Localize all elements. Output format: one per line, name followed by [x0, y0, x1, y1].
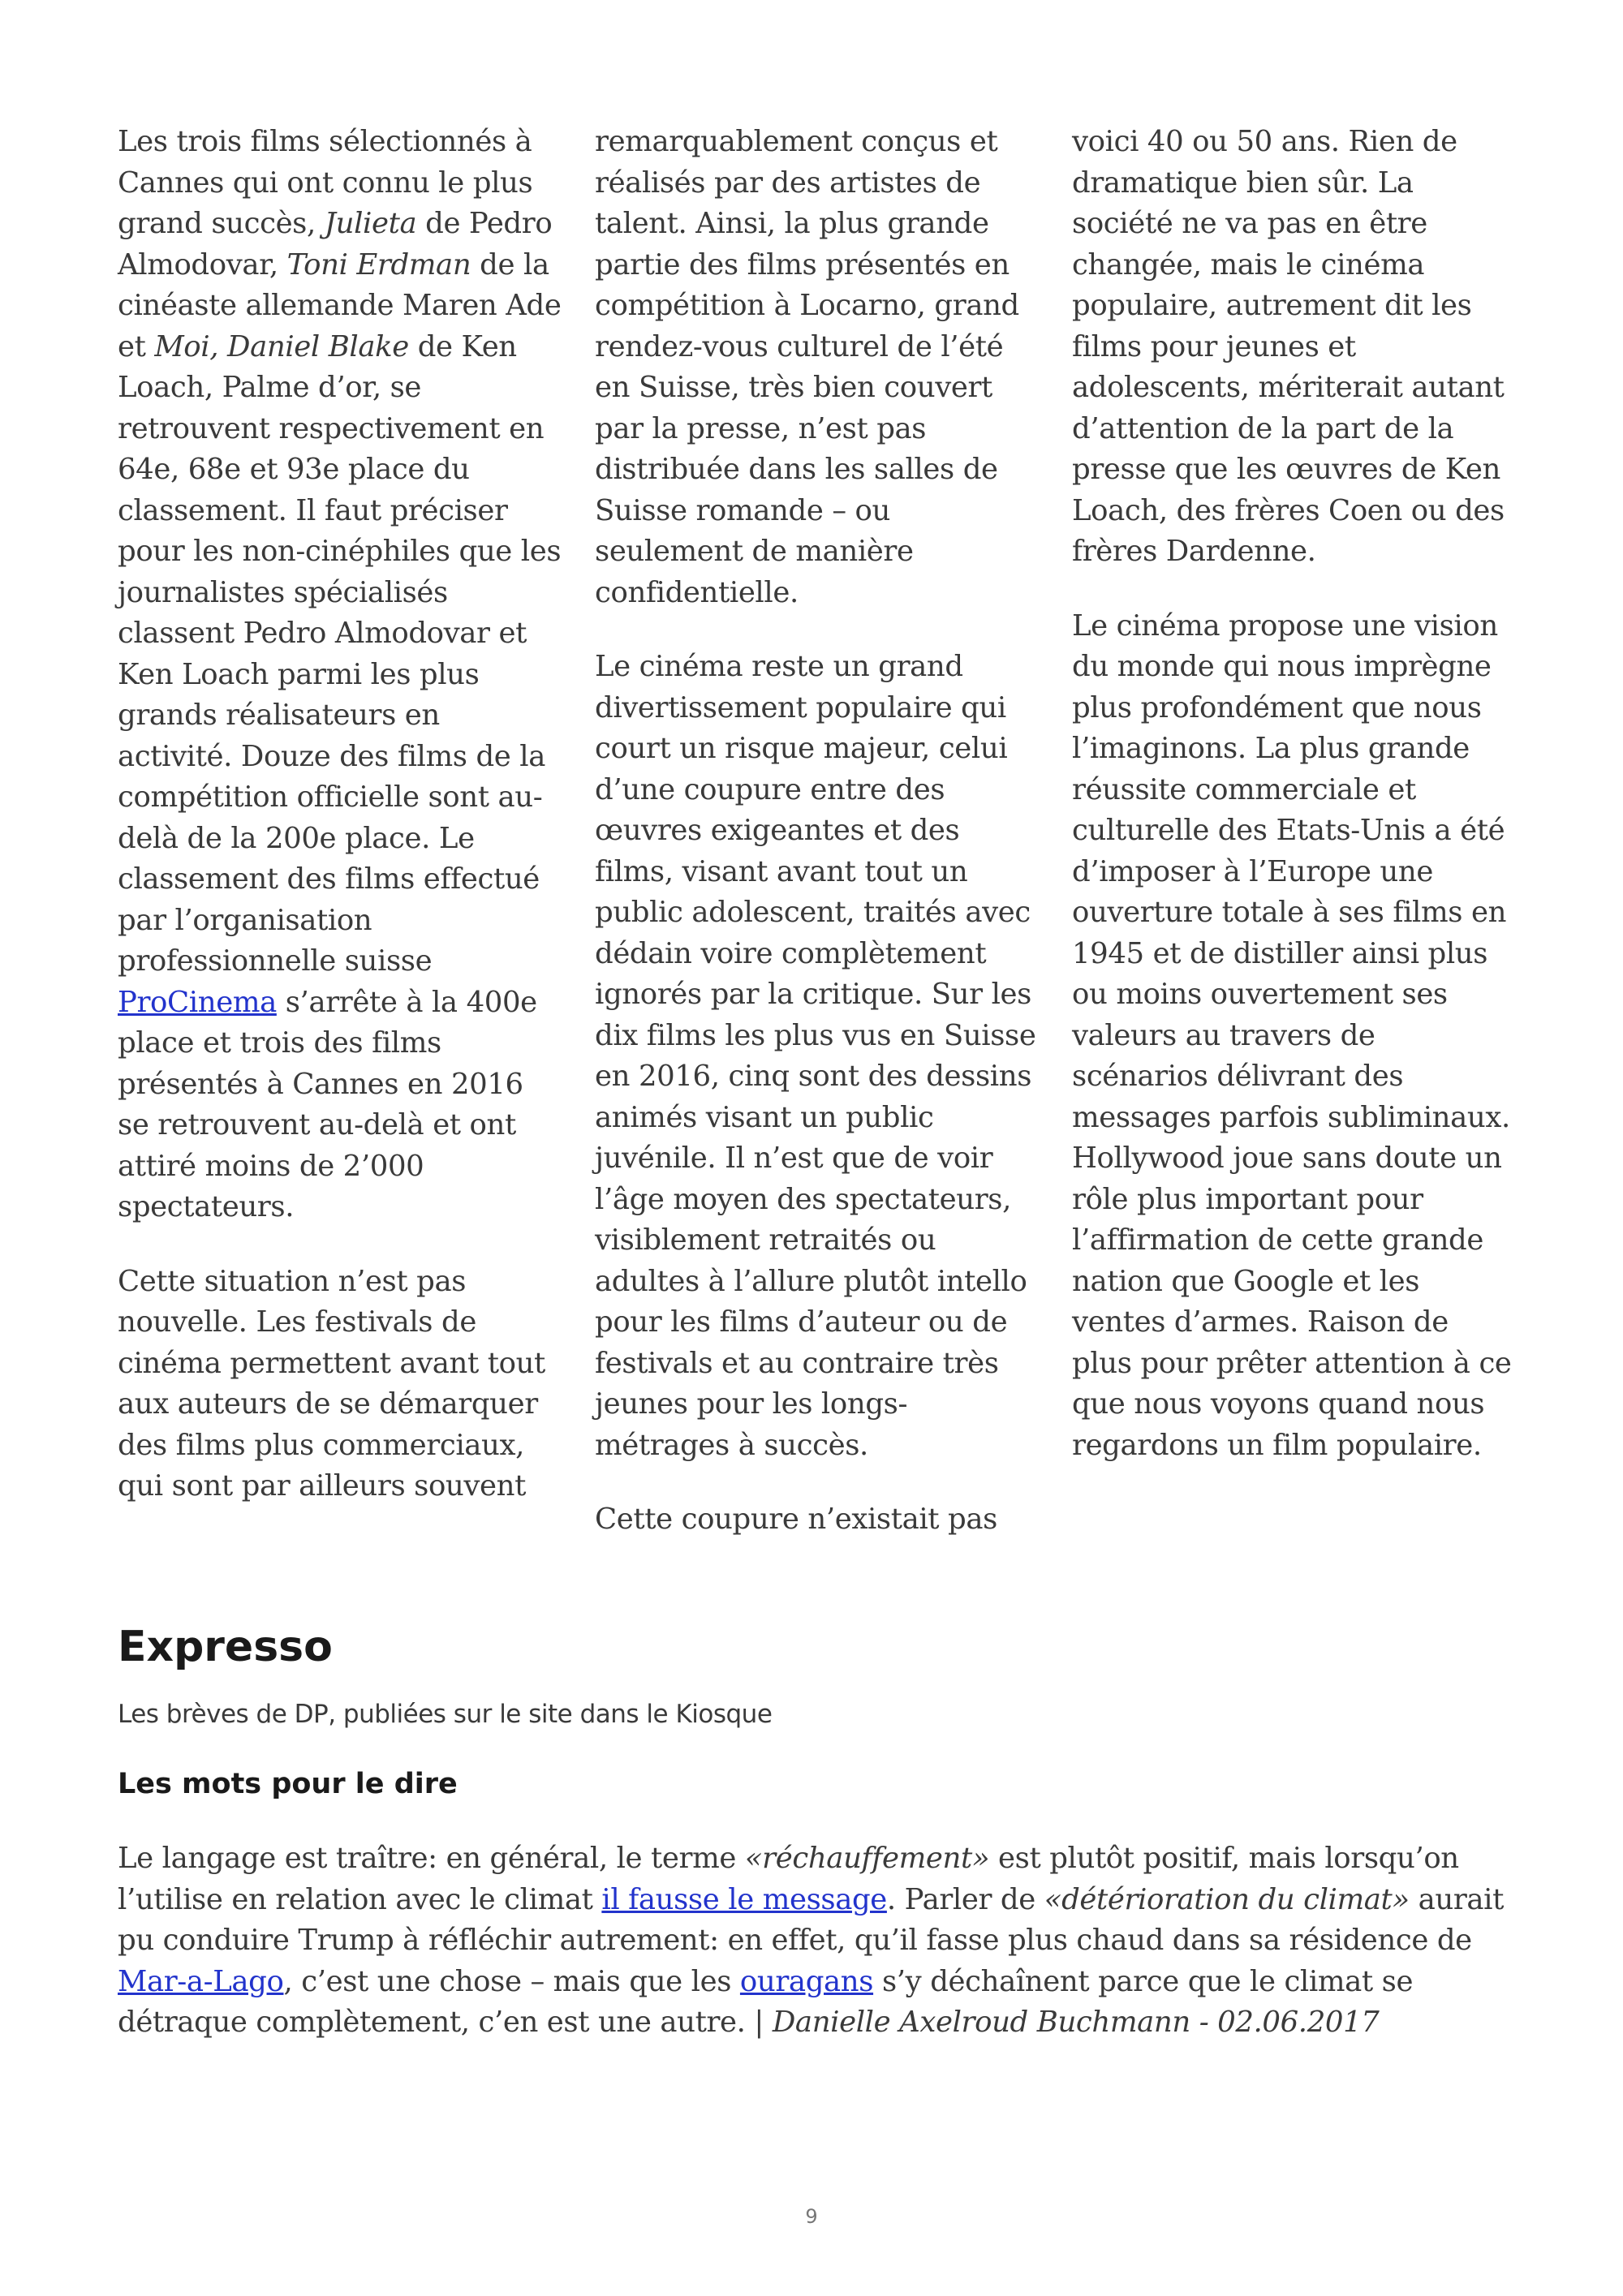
- paragraph: Le cinéma reste un grand divertissement populaire qui court un risque majeur, celui d’une coupure entre des œuvres exigeantes et des films, visant avant tout un public adolescent, traités avec dédain voire complètement ignorés par la critique. Sur les dix films les plus vus en Suisse en 2016, cinq sont des dessins animés visant un public juvénile. Il n’est que de voir l’âge moyen des spectateurs, visiblement retraités ou adultes à l’allure plutôt intello pour les films d’auteur ou de festivals et au contraire très jeunes pour les longs-métrages à succès.: [595, 650, 1036, 1462]
- column-3: [1072, 122, 1517, 1462]
- ouragans-link[interactable]: ouragans: [739, 1964, 874, 1998]
- paragraph: voici 40 ou 50 ans. Rien de dramatique bien sûr. La société ne va pas en être changée, mais le cinéma populaire, autrement dit les films pour jeunes et adolescents, mériterait autant d’attention de la part de la presse que les œuvres de Ken Loach, des frères Coen ou des frères Dardenne.: [1072, 125, 1505, 568]
- text-run: est plutôt positif, mais lorsqu’on l’utilise en relation avec le climat: [118, 1842, 1459, 1916]
- film-title: Moi, Daniel Blake: [154, 329, 409, 363]
- mar-a-lago-link[interactable]: Mar-a-Lago: [118, 1964, 284, 1998]
- brief-heading: Les mots pour le dire: [118, 1768, 458, 1800]
- expresso-section: [118, 1619, 1518, 2044]
- text-run: s’y déchaînent parce que le climat se détraque complètement, c’en est une autre. |: [118, 1964, 1414, 2039]
- film-title: Julieta: [324, 207, 417, 240]
- film-title: Toni Erdman: [286, 247, 471, 282]
- quoted-term: «détérioration du climat»: [1044, 1882, 1410, 1916]
- text-run: aurait pu conduire Trump à réfléchir autrement: en effet, qu’il fasse plus chaud dans sa résidence de: [118, 1882, 1505, 1957]
- text-run: , c’est une chose – mais que les: [283, 1964, 740, 1998]
- text-run: . Parler de: [886, 1882, 1044, 1916]
- article-columns: [118, 122, 1518, 1536]
- text-run: s’arrête à la 400e place et trois des films présentés à Cannes en 2016 se retrouvent au-delà et ont attiré moins de 2’000 spectateurs.: [118, 985, 537, 1223]
- byline: Danielle Axelroud Buchmann - 02.06.2017: [772, 2006, 1380, 2039]
- text-run: Les trois films sélectionnés à Cannes qui ont connu le plus grand succès,: [118, 125, 533, 240]
- text-run: de Ken Loach, Palme d’or, se retrouvent respectivement en 64e, 68e et 93e place du classement. Il faut préciser pour les non-cinéphiles que les journalistes spécialisés classent Pedro Almodovar et Ken Loach parmi les plus grands réalisateurs en activité. Douze des films de la compétition officielle sont au-delà de la 200e place. Le classement des films effectué par l’organisation professionnelle suisse: [118, 329, 562, 978]
- procinema-link[interactable]: ProCinema: [118, 985, 277, 1019]
- paragraph: [118, 122, 562, 1228]
- text-run: de la cinéaste allemande Maren Ade et: [118, 247, 562, 363]
- section-title: Expresso: [118, 1623, 333, 1671]
- paragraph: remarquablement conçus et réalisés par des artistes de talent. Ainsi, la plus grande partie des films présentés en compétition à Locarno, grand rendez-vous culturel de l’été en Suisse, très bien couvert par la presse, n’est pas distribuée dans les salles de Suisse romande – ou seulement de manière confidentielle.: [595, 125, 1019, 609]
- text-run: Le langage est traître: en général, le terme: [118, 1842, 745, 1875]
- brief-body: [118, 1838, 1518, 2044]
- column-2: [595, 122, 1040, 1536]
- paragraph: Cette situation n’est pas nouvelle. Les festivals de cinéma permettent avant tout aux auteurs de se démarquer des films plus commerciaux, qui sont par ailleurs souvent: [118, 1264, 545, 1503]
- paragraph: Le cinéma propose une vision du monde qui nous imprègne plus profondément que nous l’imaginons. La plus grande réussite commerciale et culturelle des Etats-Unis a été d’imposer à l’Europe une ouverture totale à ses films en 1945 et de distiller ainsi plus ou moins ouvertement ses valeurs au travers de scénarios délivrant des messages parfois subliminaux. Hollywood joue sans doute un rôle plus important pour l’affirmation de cette grande nation que Google et les ventes d’armes. Raison de plus pour prêter attention à ce que nous voyons quand nous regardons un film populaire.: [1072, 608, 1512, 1462]
- column-1: [118, 122, 562, 1503]
- quoted-term: «réchauffement»: [744, 1842, 990, 1875]
- paragraph: Cette coupure n’existait pas: [595, 1503, 997, 1536]
- page-number: 9: [805, 2205, 818, 2228]
- section-subtitle: Les brèves de DP, publiées sur le site dans le Kiosque: [118, 1700, 773, 1729]
- fausse-message-link[interactable]: il fausse le message: [601, 1882, 887, 1916]
- text-run: de Pedro Almodovar,: [118, 207, 553, 282]
